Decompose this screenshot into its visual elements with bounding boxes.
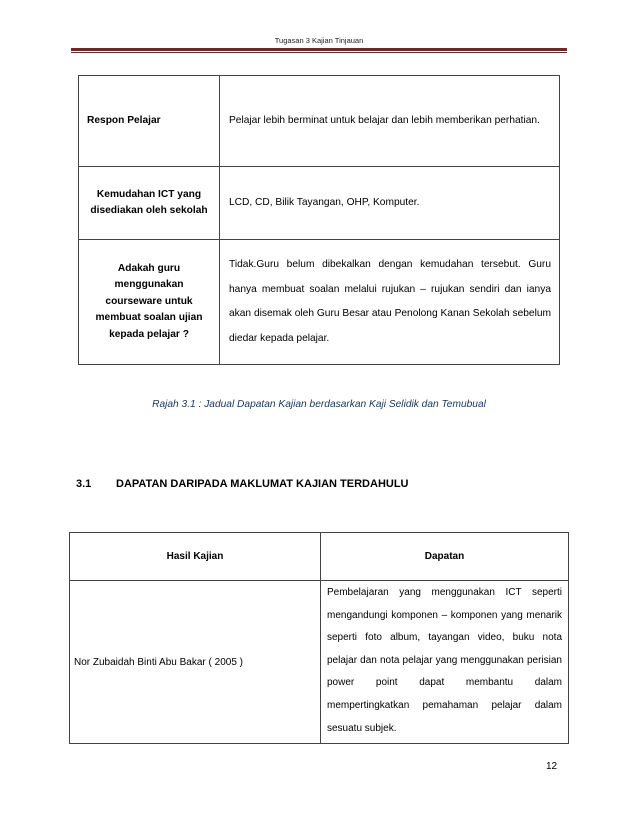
row-value: LCD, CD, Bilik Tayangan, OHP, Komputer.: [220, 167, 560, 240]
row-label: Kemudahan ICT yang disediakan oleh sekolah: [79, 167, 220, 240]
row-label: Adakah guru menggunakan courseware untuk membuat soalan ujian kepada pelajar ?: [79, 240, 220, 365]
table-header-row: [70, 533, 569, 581]
section-title: DAPATAN DARIPADA MAKLUMAT KAJIAN TERDAHULU: [116, 478, 409, 490]
running-header: Tugasan 3 Kajian Tinjauan: [274, 36, 364, 45]
table-row: [79, 76, 560, 167]
header-rule: [71, 48, 567, 51]
column-header: Dapatan: [321, 533, 569, 581]
page-number: 12: [546, 761, 558, 772]
table-row: [70, 581, 569, 744]
row-label: Respon Pelajar: [79, 76, 220, 167]
previous-studies-table: [69, 532, 569, 744]
section-number: 3.1: [76, 478, 92, 490]
figure-caption: Rajah 3.1 : Jadual Dapatan Kajian berdasarkan Kaji Selidik dan Temubual: [152, 399, 486, 410]
survey-findings-table: [78, 75, 560, 365]
row-value: Pelajar lebih berminat untuk belajar dan lebih memberikan perhatian.: [220, 76, 560, 167]
finding-cell: Pembelajaran yang menggunakan ICT seperti mengandungi komponen – komponen yang menarik seperti foto album, tayangan video, buku nota pelajar dan nota pelajar yang menggunakan perisian power point dapat membantu dalam mempertingkatkan pemahaman pelajar dalam sesuatu subjek.: [321, 581, 569, 744]
header-rule-thin: [71, 52, 567, 53]
column-header: Hasil Kajian: [70, 533, 321, 581]
table-row: [79, 240, 560, 365]
table-row: [79, 167, 560, 240]
study-cell: Nor Zubaidah Binti Abu Bakar ( 2005 ): [70, 581, 321, 744]
section-heading: [76, 478, 409, 490]
row-value: Tidak.Guru belum dibekalkan dengan kemudahan tersebut. Guru hanya membuat soalan melalui rujukan – rujukan sendiri dan ianya akan disemak oleh Guru Besar atau Penolong Kanan Sekolah sebelum diedar kepada pelajar.: [220, 240, 560, 365]
